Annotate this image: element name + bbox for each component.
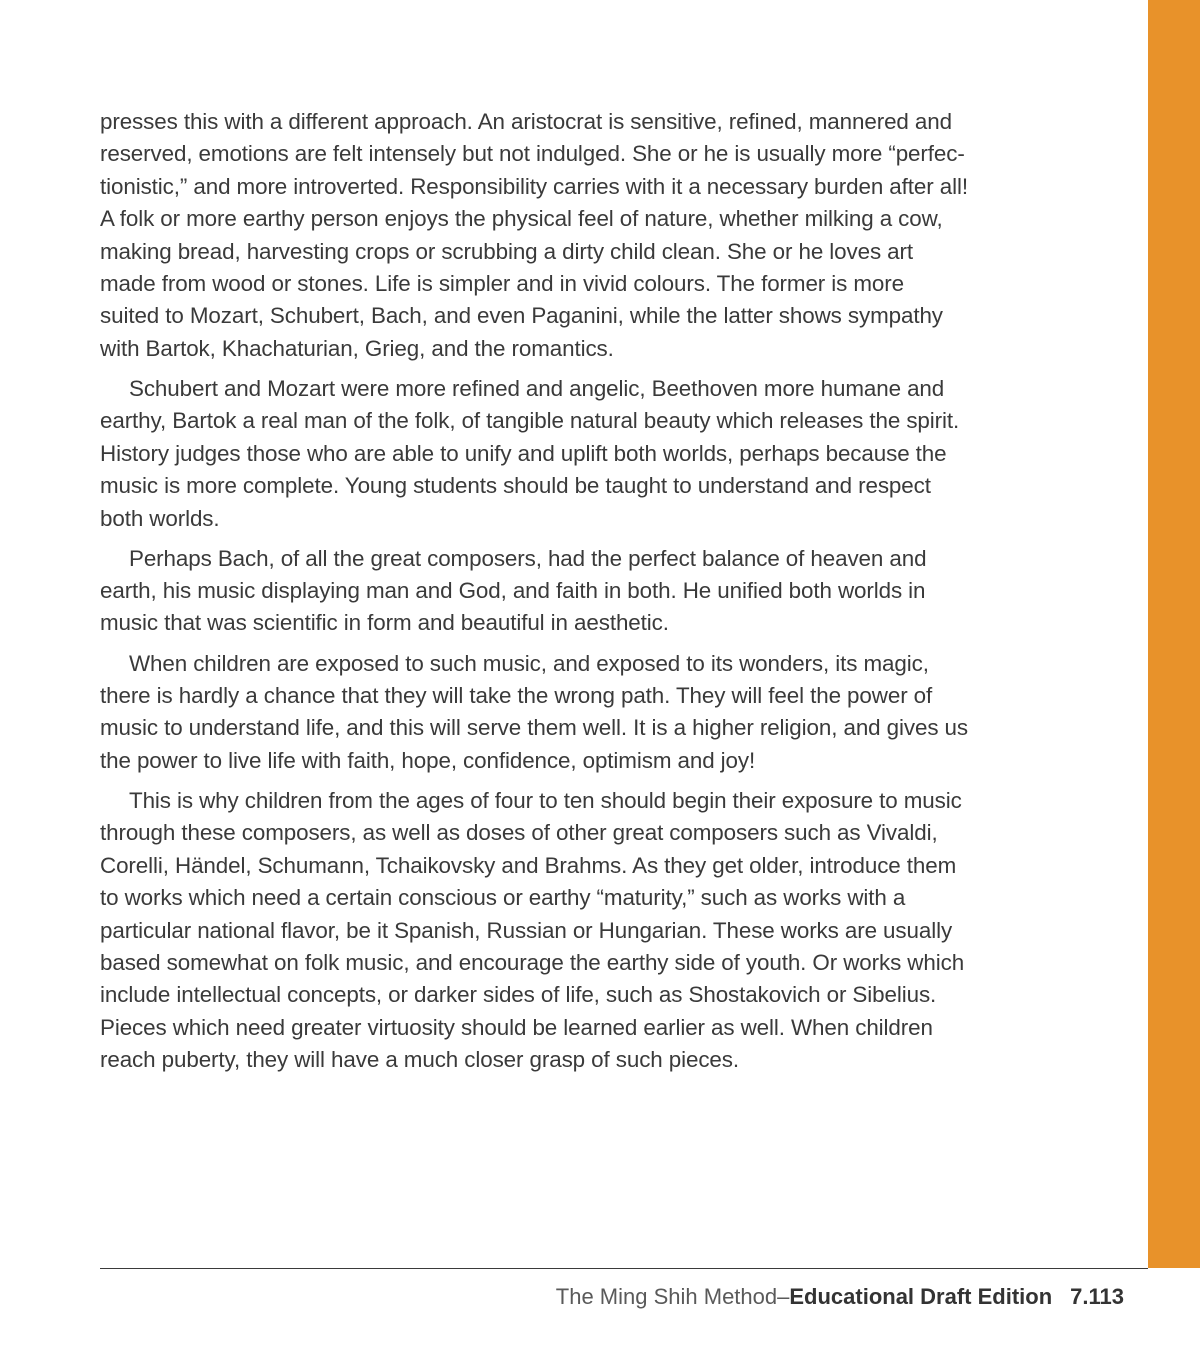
edition-label: Educational Draft Edition bbox=[789, 1284, 1053, 1309]
page-number: 7.113 bbox=[1070, 1284, 1124, 1309]
footer-divider bbox=[100, 1268, 1148, 1269]
paragraph: presses this with a different approach. An aristocrat is sensitive, refined, mannered and reserved, emotions are felt intensely but not indulged. She or he is usually more “perfec- tionistic,” and more introverted. Responsibility carries with it a necessary burden after all! A folk or more earthy person enjoys the physical feel of nature, whether milking a cow, making bread, harvesting crops or scrubbing a dirty child clean. She or he loves art made from wood or stones. Life is simpler and in vivid colours. The former is more suited to Mozart, Schubert, Bach, and even Paganini, while the latter shows sympathy with Bartok, Khachaturian, Grieg, and the romantics. bbox=[100, 109, 968, 361]
page-footer bbox=[556, 1283, 1124, 1311]
paragraph: This is why children from the ages of four to ten should begin their exposure to music through these composers, as well as doses of other great composers such as Vivaldi, Corelli, Händel, Schumann, Tchaikovsky and Brahms. As they get older, introduce them to works which need a certain conscious or earthy “maturity,” such as works with a particular national flavor, be it Spanish, Russian or Hungarian. These works are usually based somewhat on folk music, and encourage the earthy side of youth. Or works which include intellectual concepts, or darker sides of life, such as Shostakovich or Sibelius. Pieces which need greater virtuosity should be learned earlier as well. When children reach puberty, they will have a much closer grasp of such pieces. bbox=[100, 787, 965, 1073]
paragraph: Perhaps Bach, of all the great composers, had the perfect balance of heaven and earth, his music displaying man and God, and faith in both. He unified both worlds in music that was scientific in form and beautiful in aesthetic. bbox=[100, 545, 927, 636]
paragraph: Schubert and Mozart were more refined and angelic, Beethoven more humane and earthy, Bartok a real man of the folk, of tangible natural beauty which releases the spirit. History judges those who are able to unify and uplift both worlds, perhaps because the music is more complete. Young students should be taught to understand and respect both worlds. bbox=[100, 375, 960, 531]
body-text bbox=[100, 106, 1056, 1084]
paragraph: When children are exposed to such music, and exposed to its wonders, its magic, there is hardly a chance that they will take the wrong path. They will feel the power of music to understand life, and this will serve them well. It is a higher religion, and gives us the power to live life with faith, hope, confidence, optimism and joy! bbox=[100, 650, 968, 773]
chapter-side-tab bbox=[1148, 0, 1200, 1268]
book-title: The Ming Shih Method– bbox=[555, 1284, 790, 1309]
